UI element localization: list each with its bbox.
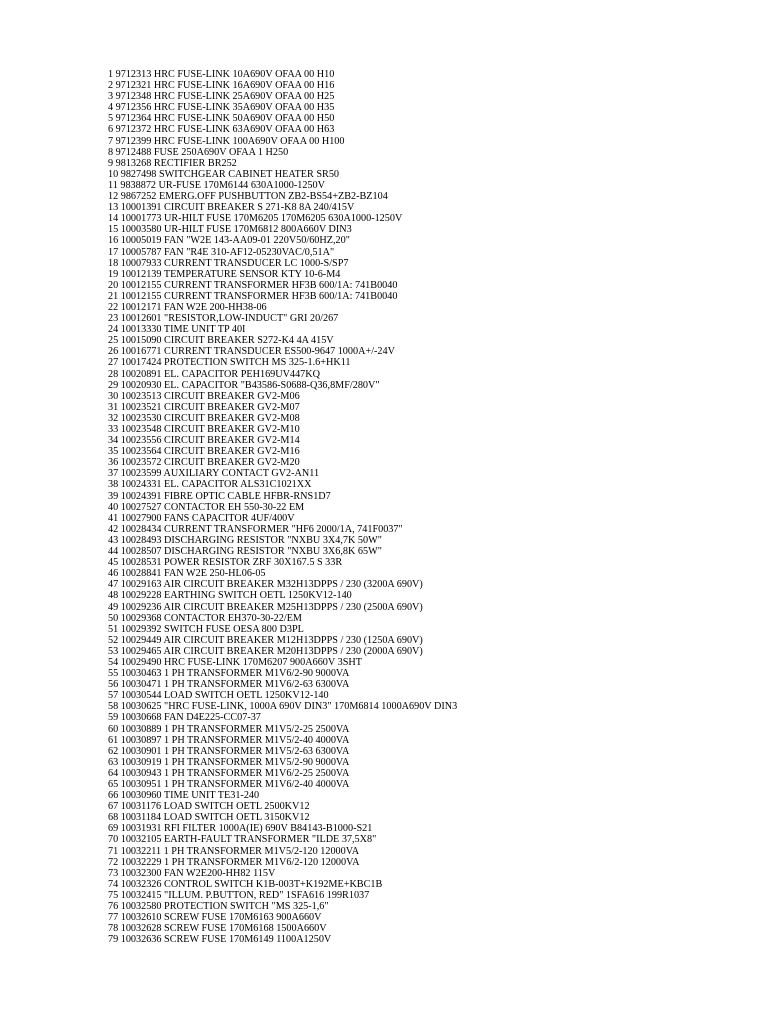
list-item: 52 10029449 AIR CIRCUIT BREAKER M12H13DPPS / 230 (1250A 690V) xyxy=(108,634,423,646)
list-item: 43 10028493 DISCHARGING RESISTOR "NXBU 3X4,7K 50W" xyxy=(108,534,382,546)
list-item: 20 10012155 CURRENT TRANSFORMER HF3B 600/1A: 741B0040 xyxy=(108,279,398,291)
list-item: 69 10031931 RFI FILTER 1000A(IE) 690V B84143-B1000-S21 xyxy=(108,823,373,835)
list-item: 31 10023521 CIRCUIT BREAKER GV2-M07 xyxy=(108,401,300,413)
list-item: 34 10023556 CIRCUIT BREAKER GV2-M14 xyxy=(108,435,300,447)
list-item: 18 10007933 CURRENT TRANSDUCER LC 1000-S/SP7 xyxy=(108,257,349,269)
list-item: 67 10031176 LOAD SWITCH OETL 2500KV12 xyxy=(108,801,310,813)
list-item: 73 10032300 FAN W2E200-HH82 115V xyxy=(108,867,276,879)
list-item: 56 10030471 1 PH TRANSFORMER M1V6/2-63 6300VA xyxy=(108,679,350,691)
list-item: 3 9712348 HRC FUSE-LINK 25A690V OFAA 00 H25 xyxy=(108,91,335,103)
list-item: 29 10020930 EL. CAPACITOR "B43586-S0688-Q36,8MF/280V" xyxy=(108,379,380,391)
list-item: 37 10023599 AUXILIARY CONTACT GV2-AN11 xyxy=(108,468,320,480)
list-item: 13 10001391 CIRCUIT BREAKER S 271-K8 8A 240/415V xyxy=(108,202,355,214)
list-item: 38 10024331 EL. CAPACITOR ALS31C1021XX xyxy=(108,479,312,491)
list-item: 50 10029368 CONTACTOR EH370-30-22/EM xyxy=(108,612,302,624)
list-item: 35 10023564 CIRCUIT BREAKER GV2-M16 xyxy=(108,446,300,458)
list-item: 41 10027900 FANS CAPACITOR 4UF/400V xyxy=(108,512,295,524)
list-item: 17 10005787 FAN "R4E 310-AF12-05230VAC/0,51A" xyxy=(108,246,335,258)
list-item: 33 10023548 CIRCUIT BREAKER GV2-M10 xyxy=(108,424,300,435)
list-item: 60 10030889 1 PH TRANSFORMER M1V5/2-25 2500VA xyxy=(108,723,350,735)
list-item: 62 10030901 1 PH TRANSFORMER M1V5/2-63 6300VA xyxy=(108,745,350,757)
parts-list xyxy=(108,69,457,945)
list-item: 54 10029490 HRC FUSE-LINK 170M6207 900A660V 3SHT xyxy=(108,656,362,668)
list-item: 5 9712364 HRC FUSE-LINK 50A690V OFAA 00 H50 xyxy=(108,113,335,125)
list-item: 45 10028531 POWER RESISTOR ZRF 30X167.5 S 33R xyxy=(108,557,343,569)
list-item: 58 10030625 "HRC FUSE-LINK, 1000A 690V DIN3" 170M6814 1000A690V DIN3 xyxy=(108,701,458,713)
list-item: 16 10005019 FAN "W2E 143-AA09-01 220V50/60HZ,20" xyxy=(108,235,350,247)
list-item: 9 9813268 RECTIFIER BR252 xyxy=(108,157,237,169)
list-item: 68 10031184 LOAD SWITCH OETL 3150KV12 xyxy=(108,812,310,824)
list-item: 11 9838872 UR-FUSE 170M6144 630A1000-1250V xyxy=(108,179,325,191)
list-item: 75 10032415 "ILLUM. P.BUTTON, RED" 1SFA616 199R1037 xyxy=(108,889,370,901)
list-item: 14 10001773 UR-HILT FUSE 170M6205 170M6205 630A1000-1250V xyxy=(108,213,403,225)
list-item: 61 10030897 1 PH TRANSFORMER M1V5/2-40 4000VA xyxy=(108,734,350,746)
list-item: 51 10029392 SWITCH FUSE OESA 800 D3PL xyxy=(108,623,304,635)
list-item: 46 10028841 FAN W2E 250-HL06-05 xyxy=(108,568,266,580)
list-item: 71 10032211 1 PH TRANSFORMER M1V5/2-120 12000VA xyxy=(108,845,360,857)
list-item: 49 10029236 AIR CIRCUIT BREAKER M25H13DPPS / 230 (2500A 690V) xyxy=(108,601,423,613)
list-item: 63 10030919 1 PH TRANSFORMER M1V5/2-90 9000VA xyxy=(108,756,350,768)
list-item: 59 10030668 FAN D4E225-CC07-37 xyxy=(108,712,261,724)
list-item: 10 9827498 SWITCHGEAR CABINET HEATER SR50 xyxy=(108,168,340,180)
list-item: 24 10013330 TIME UNIT TP 40I xyxy=(108,324,246,336)
list-item: 22 10012171 FAN W2E 200-HH38-06 xyxy=(108,301,267,313)
list-item: 23 10012601 "RESISTOR,LOW-INDUCT" GRI 20/267 xyxy=(108,313,339,325)
list-item: 1 9712313 HRC FUSE-LINK 10A690V OFAA 00 H10 xyxy=(108,69,335,80)
list-item: 78 10032628 SCREW FUSE 170M6168 1500A660V xyxy=(108,923,327,935)
list-item: 42 10028434 CURRENT TRANSFORMER "HF6 2000/1A, 741F0037" xyxy=(108,523,403,535)
list-item: 57 10030544 LOAD SWITCH OETL 1250KV12-140 xyxy=(108,690,329,702)
list-item: 65 10030951 1 PH TRANSFORMER M1V6/2-40 4000VA xyxy=(108,779,350,790)
list-item: 48 10029228 EARTHING SWITCH OETL 1250KV12-140 xyxy=(108,590,352,602)
list-item: 44 10028507 DISCHARGING RESISTOR "NXBU 3X6,8K 65W" xyxy=(108,546,382,558)
list-item: 55 10030463 1 PH TRANSFORMER M1V6/2-90 9000VA xyxy=(108,668,350,680)
list-item: 53 10029465 AIR CIRCUIT BREAKER M20H13DPPS / 230 (2000A 690V) xyxy=(108,645,423,657)
list-item: 77 10032610 SCREW FUSE 170M6163 900A660V xyxy=(108,912,322,924)
list-item: 19 10012139 TEMPERATURE SENSOR KTY 10-6-M4 xyxy=(108,268,341,280)
list-item: 32 10023530 CIRCUIT BREAKER GV2-M08 xyxy=(108,412,300,424)
list-item: 8 9712488 FUSE 250A690V OFAA 1 H250 xyxy=(108,146,289,158)
list-item: 25 10015090 CIRCUIT BREAKER S272-K4 4A 415V xyxy=(108,335,334,347)
list-item: 40 10027527 CONTACTOR EH 550-30-22 EM xyxy=(108,501,305,513)
list-item: 74 10032326 CONTROL SWITCH K1B-003T+K192ME+KBC1B xyxy=(108,878,383,890)
list-item: 12 9867252 EMERG.OFF PUSHBUTTON ZB2-BS54+ZB2-BZ104 xyxy=(108,191,388,203)
list-item: 76 10032580 PROTECTION SWITCH "MS 325-1,6" xyxy=(108,901,329,913)
list-item: 26 10016771 CURRENT TRANSDUCER ES500-9647 1000A+/-24V xyxy=(108,346,395,358)
list-item: 15 10003580 UR-HILT FUSE 170M6812 800A660V DIN3 xyxy=(108,224,352,236)
list-item: 36 10023572 CIRCUIT BREAKER GV2-M20 xyxy=(108,457,300,469)
list-item: 72 10032229 1 PH TRANSFORMER M1V6/2-120 12000VA xyxy=(108,856,360,868)
list-item: 64 10030943 1 PH TRANSFORMER M1V6/2-25 2500VA xyxy=(108,767,350,779)
list-item: 27 10017424 PROTECTION SWITCH MS 325-1.6+HK11 xyxy=(108,357,351,369)
list-item: 66 10030960 TIME UNIT TE31-240 xyxy=(108,790,260,802)
list-item: 6 9712372 HRC FUSE-LINK 63A690V OFAA 00 H63 xyxy=(108,124,335,136)
list-item: 21 10012155 CURRENT TRANSFORMER HF3B 600/1A: 741B0040 xyxy=(108,290,398,302)
list-item: 7 9712399 HRC FUSE-LINK 100A690V OFAA 00 H100 xyxy=(108,135,345,147)
list-item: 79 10032636 SCREW FUSE 170M6149 1100A1250V xyxy=(108,934,332,946)
list-item: 2 9712321 HRC FUSE-LINK 16A690V OFAA 00 H16 xyxy=(108,80,335,92)
list-item: 28 10020891 EL. CAPACITOR PEH169UV447KQ xyxy=(108,368,320,380)
list-item: 39 10024391 FIBRE OPTIC CABLE HFBR-RNS1D7 xyxy=(108,490,331,502)
list-item: 4 9712356 HRC FUSE-LINK 35A690V OFAA 00 H35 xyxy=(108,102,335,114)
list-item: 70 10032105 EARTH-FAULT TRANSFORMER "ILDE 37,5X8" xyxy=(108,834,377,846)
list-item: 47 10029163 AIR CIRCUIT BREAKER M32H13DPPS / 230 (3200A 690V) xyxy=(108,579,423,591)
list-item: 30 10023513 CIRCUIT BREAKER GV2-M06 xyxy=(108,390,300,402)
